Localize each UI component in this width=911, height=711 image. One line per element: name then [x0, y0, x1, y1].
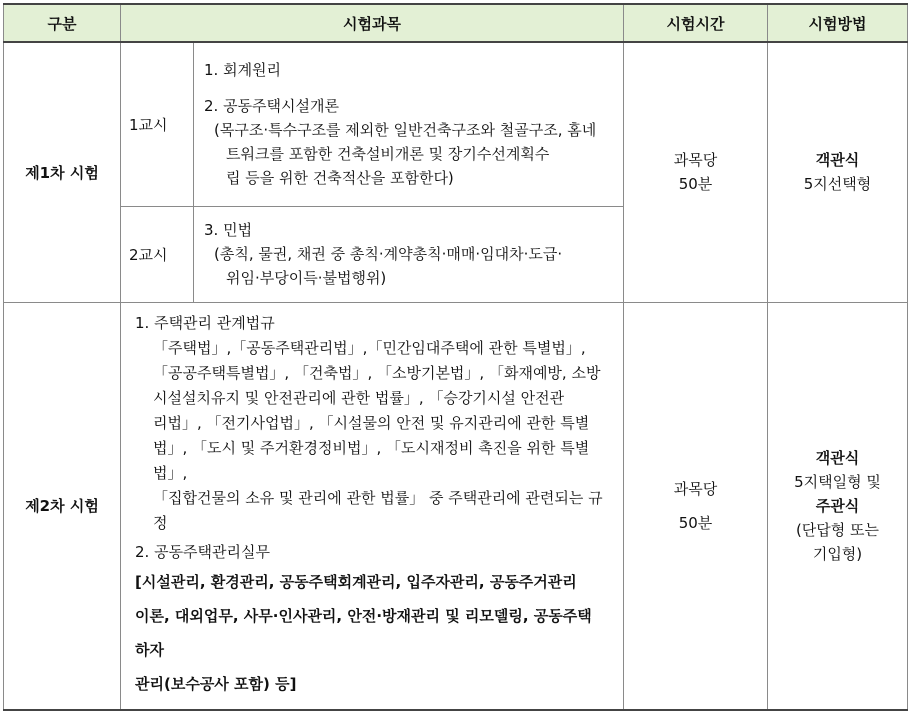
table-header-row	[4, 4, 908, 42]
subject-housing-facilities-note-3: 립 등을 위한 건축적산을 포함한다)	[226, 169, 454, 188]
exam1-time	[624, 42, 768, 302]
exam2-method-subjective-format-1: (단답형 또는	[795, 520, 880, 539]
law-line: 시설설치유지 및 안전관리에 관한 법률」, 「승강기시설 안전관	[153, 388, 565, 407]
table-row	[4, 302, 908, 710]
exam2-time-minutes: 50분	[678, 513, 713, 532]
header-subjects: 시험과목	[121, 4, 624, 42]
exam-subjects-table	[3, 3, 908, 711]
exam1-method-type: 객관식	[815, 151, 860, 170]
exam1-time-per-subject: 과목당	[673, 151, 718, 170]
law-line: 「집합건물의 소유 및 관리에 관한 법률」 중 주택관리에 관련되는 규정	[153, 488, 603, 532]
exam1-session1-label: 1교시	[121, 42, 194, 206]
practice-line: 관리(보수공사 포함) 등]	[135, 674, 297, 693]
subject-civil-law: 3. 민법	[204, 221, 253, 239]
header-time: 시험시간	[624, 4, 768, 42]
law-line: 「공공주택특별법」, 「건축법」, 「소방기본법」, 「화재예방, 소방	[153, 363, 601, 382]
law-line: 리법」, 「전기사업법」, 「시설물의 안전 및 유지관리에 관한 특별	[153, 413, 590, 432]
exam1-session2-subjects	[194, 206, 624, 302]
header-category: 구분	[4, 4, 121, 42]
exam2-method-objective-format: 5지택일형 및	[794, 472, 881, 491]
law-line: 법」, 「도시 및 주거환경정비법」, 「도시재정비 촉진을 위한 특별법」,	[153, 438, 590, 482]
subject-accounting: 1. 회계원리	[204, 61, 282, 80]
table-row	[4, 42, 908, 206]
exam2-method-subjective: 주관식	[815, 496, 860, 515]
subject-civil-law-note-2: 위임·부당이득·불법행위)	[226, 269, 387, 287]
exam1-time-minutes: 50분	[678, 175, 713, 194]
subject-housing-facilities-note-2: 트워크를 포함한 건축설비개론 및 장기수선계획수	[226, 145, 550, 164]
law-line: 「주택법」,「공동주택관리법」,「민간임대주택에 관한 특별법」,	[153, 338, 586, 357]
exam1-method-format: 5지선택형	[803, 175, 872, 194]
housing-law-list	[135, 336, 609, 536]
exam1-method	[768, 42, 908, 302]
exam2-time-per-subject: 과목당	[673, 479, 718, 498]
exam2-method-subjective-format-2: 기입형)	[812, 544, 863, 563]
subject-housing-facilities-note-1: (목구조·특수구조를 제외한 일반건축구조와 철골구조, 홈네	[214, 121, 597, 140]
housing-practice-list	[135, 565, 609, 701]
subject-housing-practice: 2. 공동주택관리실무	[135, 542, 271, 561]
exam1-category: 제1차 시험	[4, 42, 121, 302]
practice-line: [시설관리, 환경관리, 공동주택회계관리, 입주자관리, 공동주거관리	[135, 572, 577, 591]
exam2-method-objective: 객관식	[815, 448, 860, 467]
exam2-method	[768, 302, 908, 710]
exam2-subjects	[121, 302, 624, 710]
practice-line: 이론, 대외업무, 사무·인사관리, 안전·방재관리 및 리모델링, 공동주택 하자	[135, 606, 592, 659]
subject-housing-law: 1. 주택관리 관계법규	[135, 313, 275, 332]
subject-housing-facilities: 2. 공동주택시설개론	[204, 97, 340, 116]
exam1-session1-subjects	[194, 42, 624, 206]
subject-civil-law-note-1: (총칙, 물권, 채권 중 총칙·계약총칙·매매·임대차·도급·	[214, 245, 563, 263]
exam1-session2-label: 2교시	[121, 206, 194, 302]
header-method: 시험방법	[768, 4, 908, 42]
exam2-category: 제2차 시험	[4, 302, 121, 710]
exam2-time	[624, 302, 768, 710]
